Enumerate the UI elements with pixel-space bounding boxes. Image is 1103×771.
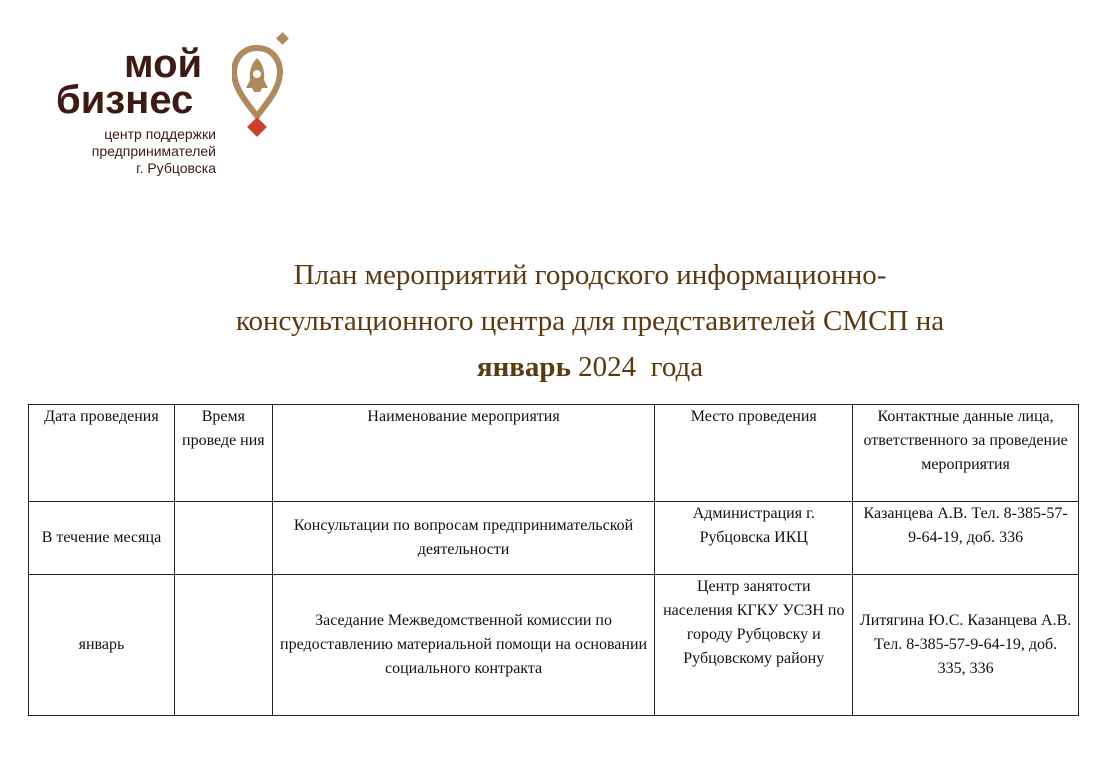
table-row [29, 575, 1079, 716]
header-date: Дата проведения [29, 405, 175, 502]
cell-time [174, 575, 272, 716]
title-line-1: План мероприятий городского информационно- [293, 259, 887, 291]
logo-subtitle-line: предпринимателей [91, 143, 216, 159]
logo-word-moy: мой [124, 42, 203, 86]
header-time: Время проведе ния [174, 405, 272, 502]
document-title [120, 252, 1060, 390]
table-row [29, 502, 1079, 575]
title-line-3 [120, 344, 1060, 390]
logo-subtitle [56, 126, 216, 177]
cell-name: Заседание Межведомственной комиссии по предоставлению материальной помощи на основании социального контракта [272, 575, 655, 716]
cell-date: январь [29, 575, 175, 716]
cell-place: Администрация г. Рубцовска ИКЦ [655, 502, 853, 575]
location-pin-icon [232, 32, 296, 144]
events-table [28, 404, 1079, 716]
cell-contacts: Литягина Ю.С. Казанцева А.В. Тел. 8-385-57-9-64-19, доб. 335, 336 [853, 575, 1079, 716]
header-place: Место проведения [655, 405, 853, 502]
logo-subtitle-line: г. Рубцовска [136, 160, 216, 176]
title-line-2: консультационного центра для представителей СМСП на [235, 305, 945, 337]
brand-logo [56, 32, 316, 192]
header-contacts: Контактные данные лица, ответственного за проведение мероприятия [853, 405, 1079, 502]
cell-place: Центр занятости населения КГКУ УСЗН по городу Рубцовску и Рубцовскому району [655, 575, 853, 716]
title-year: 2024 года [570, 351, 704, 383]
title-month: январь [476, 351, 571, 383]
table-header-row [29, 405, 1079, 502]
logo-word-biznes: бизнес [56, 78, 194, 122]
cell-date: В течение месяца [29, 502, 175, 575]
header-name: Наименование мероприятия [272, 405, 655, 502]
cell-name: Консультации по вопросам предпринимательской деятельности [272, 502, 655, 575]
logo-subtitle-line: центр поддержки [104, 126, 216, 142]
cell-time [174, 502, 272, 575]
cell-contacts: Казанцева А.В. Тел. 8-385-57-9-64-19, доб. 336 [853, 502, 1079, 575]
